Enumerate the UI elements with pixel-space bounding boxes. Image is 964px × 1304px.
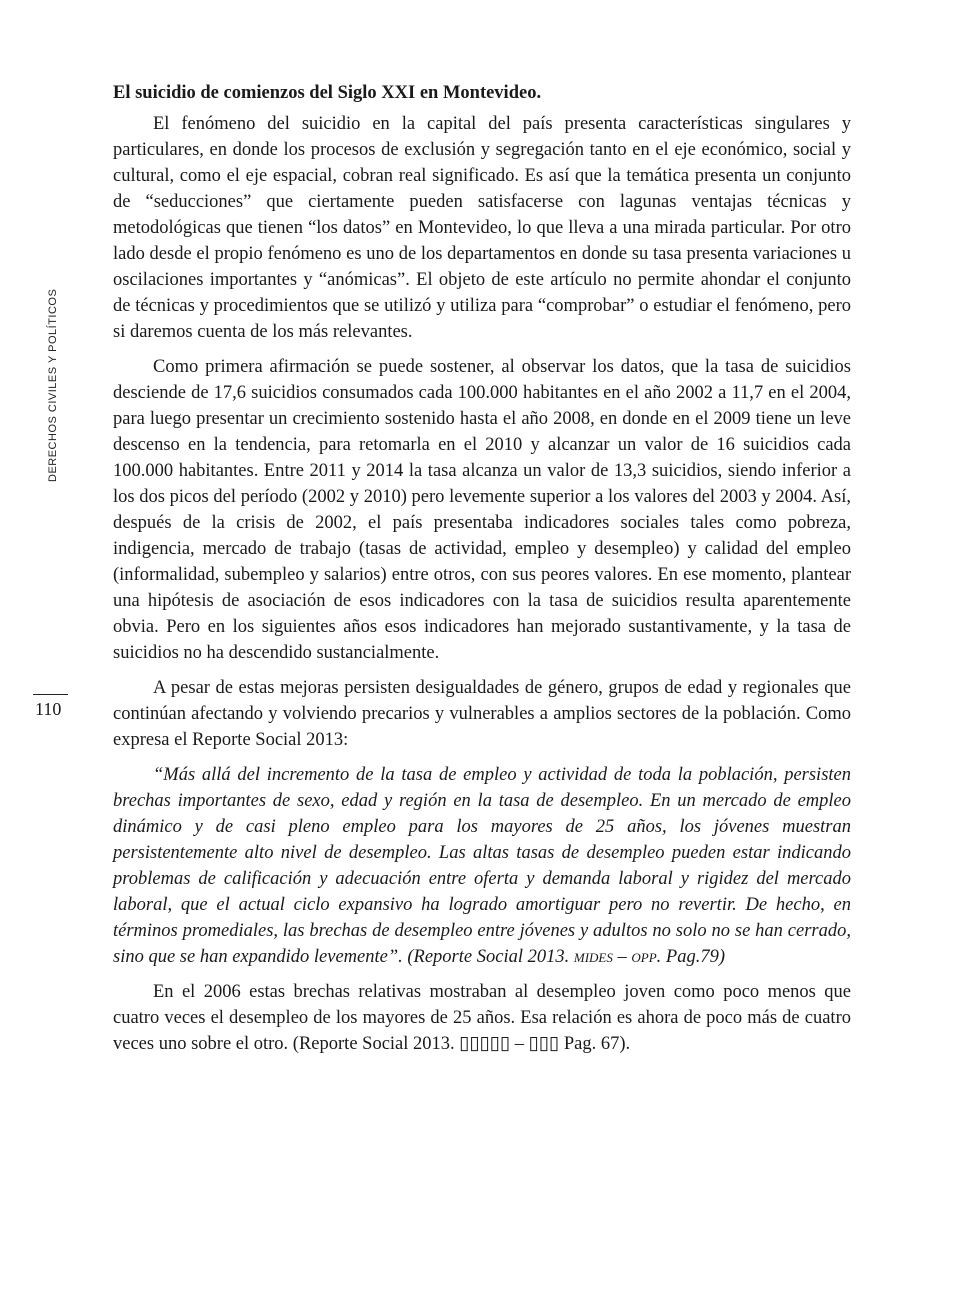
quote-dash: – bbox=[612, 947, 632, 967]
block-quote bbox=[113, 762, 851, 970]
section-heading: El suicidio de comienzos del Siglo XXI en Montevideo. bbox=[113, 83, 542, 103]
quote-tail: Pag.79) bbox=[661, 947, 725, 967]
section-label: DERECHOS CIVILES Y POLÍTICOS bbox=[47, 288, 59, 482]
article-body bbox=[113, 80, 851, 1066]
paragraph-final: En el 2006 estas brechas relativas mostraban al desempleo joven como poco menos que cuatro veces el desempleo de los mayores de 25 años. Esa relación es ahora de poco más de cuatro veces uno sobre el otro. (Reporte Social 2013. ▯▯▯▯▯ – ▯▯▯ Pag. 67). bbox=[113, 982, 851, 1054]
paragraph-1: El fenómeno del suicidio en la capital del país presenta características singulares y particulares, en donde los procesos de exclusión y segregación tanto en el eje económico, social y cultural, como el eje espacial, cobran real significado. Es así que la temática presenta un conjunto de “seducciones” que ciertamente pueden satisfacerse con lagunas ventajas técnicas y metodológicas que tienen “los datos” en Montevideo, lo que lleva a una mirada particular. Por otro lado desde el propio fenómeno es uno de los departamentos en donde su tasa presenta variaciones u oscilaciones importantes y “anómicas”. El objeto de este artículo no permite ahondar el conjunto de técnicas y procedimientos que se utilizó y utiliza para “comprobar” o estudiar el fenómeno, pero si daremos cuenta de los más relevantes. bbox=[113, 114, 851, 342]
paragraph-2: Como primera afirmación se puede sostener, al observar los datos, que la tasa de suicidios desciende de 17,6 suicidios consumados cada 100.000 habitantes en el año 2002 a 11,7 en el 2004, para luego presentar un crecimiento sostenido hasta el año 2008, en donde en el 2009 tiene un leve descenso en la tendencia, para retomarla en el 2010 y alcanzar un valor de 16 suicidios cada 100.000 habitantes. Entre 2011 y 2014 la tasa alcanza un valor de 13,3 suicidios, siendo inferior a los dos picos del período (2002 y 2010) pero levemente superior a los valores del 2003 y 2004. Así, después de la crisis de 2002, el país presentaba indicadores sociales tales como pobreza, indigencia, mercado de trabajo (tasas de actividad, empleo y desempleo) y calidad del empleo (informalidad, subempleo y salarios) entre otros, con sus peores valores. En ese momento, plantear una hipótesis de asociación de esos indicadores con la tasa de suicidios resulta aparentemente obvia. Pero en los siguientes años esos indicadores han mejorado sustantivamente, y la tasa de suicidios no ha descendido sustancialmente. bbox=[113, 357, 851, 663]
paragraph-3: A pesar de estas mejoras persisten desigualdades de género, grupos de edad y regionales que continúan afectando y volviendo precarios y vulnerables a amplios sectores de la población. Como expresa el Reporte Social 2013: bbox=[113, 678, 851, 750]
quote-abbr-opp: opp. bbox=[631, 947, 662, 967]
quote-text: “Más allá del incremento de la tasa de empleo y actividad de toda la población, persisten brechas importantes de sexo, edad y región en la tasa de desempleo. En un mercado de empleo dinámico y de casi pleno empleo para los mayores de 25 años, los jóvenes muestran persistentemente alto nivel de desempleo. Las altas tasas de desempleo pueden estar indicando problemas de calificación y adecuación entre oferta y demanda laboral y rigidez del mercado laboral, que el actual ciclo expansivo ha logrado amortiguar pero no revertir. De hecho, en términos promediales, las brechas de desempleo entre jóvenes y adultos no solo no se han cerrado, sino que se han expandido levemente”. (Reporte Social 2013. bbox=[113, 765, 851, 967]
page-number-rule bbox=[33, 694, 68, 695]
quote-abbr-mides: mides bbox=[573, 947, 613, 967]
page-number: 110 bbox=[35, 699, 62, 719]
